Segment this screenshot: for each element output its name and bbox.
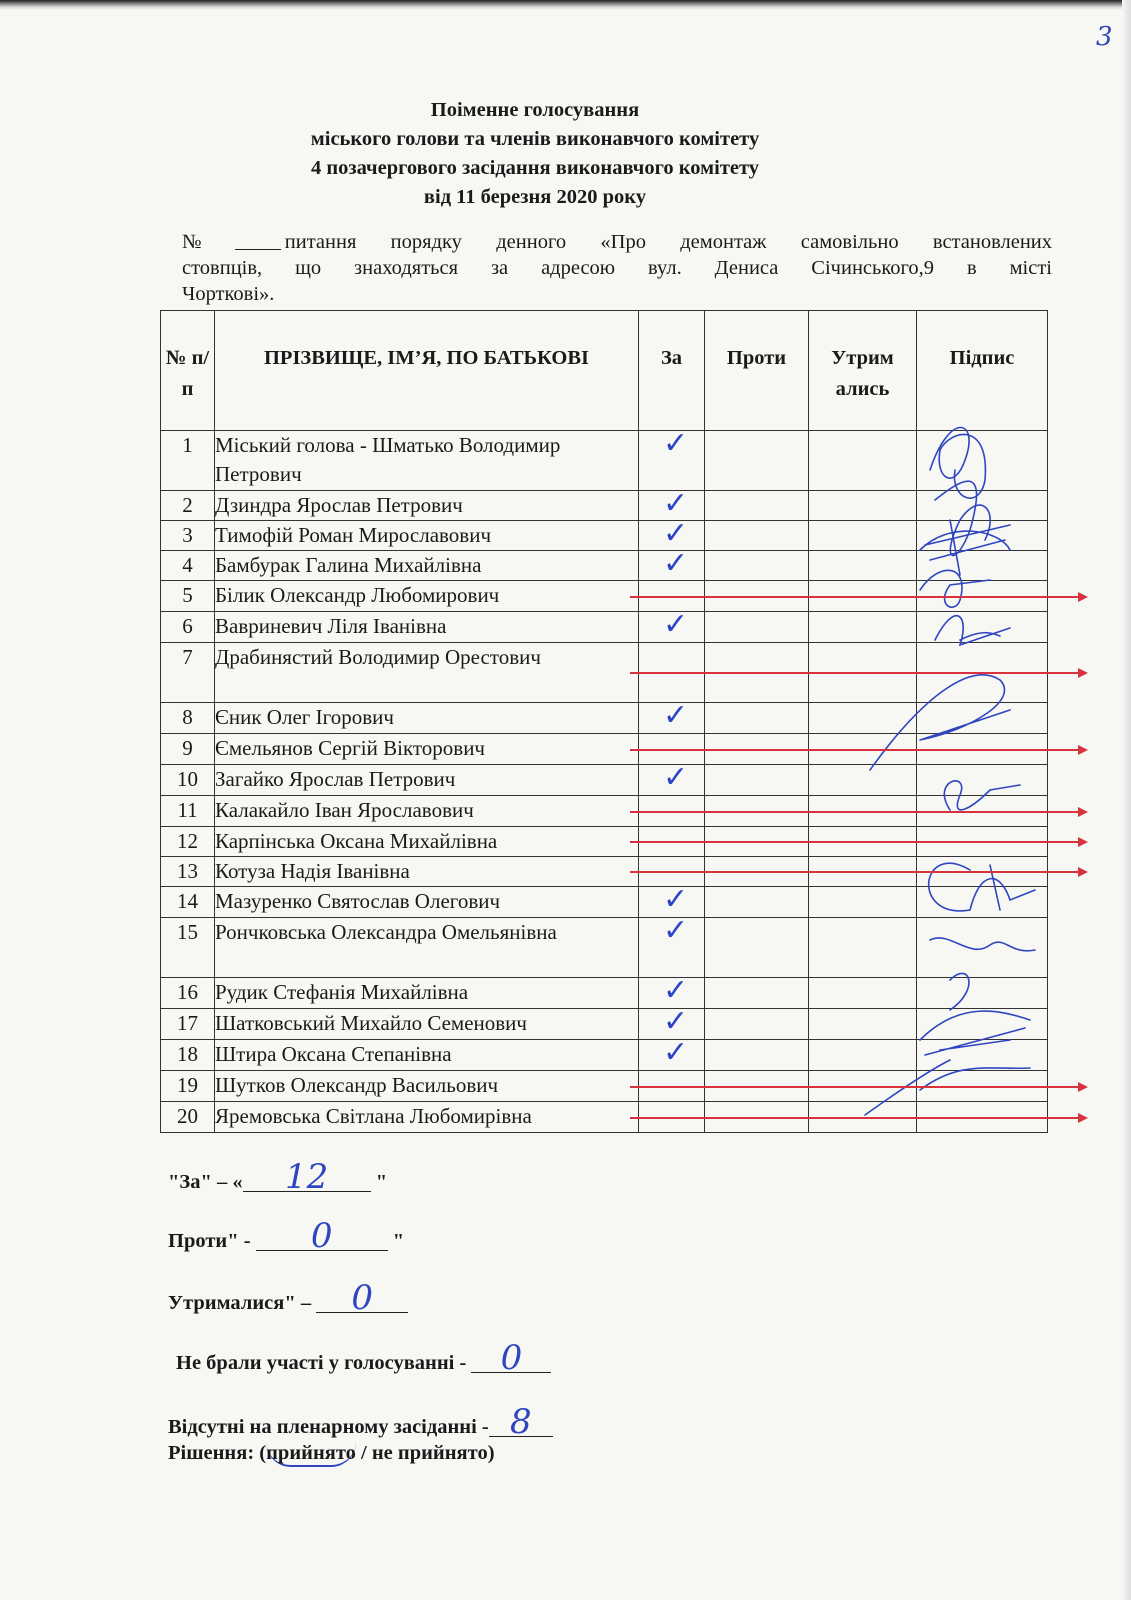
signature-7 xyxy=(870,675,1010,770)
strike-line xyxy=(630,749,1082,751)
row-vote-against xyxy=(705,491,809,521)
row-number: 3 xyxy=(161,521,215,551)
checkmark-icon: ✓ xyxy=(663,1004,689,1039)
row-number: 14 xyxy=(161,887,215,918)
row-number: 4 xyxy=(161,551,215,581)
heading-line-2: міського голови та членів виконавчого комітету xyxy=(310,128,760,150)
agenda-line-3: Чорткові». xyxy=(182,283,275,305)
row-vote-for xyxy=(639,607,705,643)
row-number: 6 xyxy=(161,612,215,643)
row-number: 10 xyxy=(161,765,215,796)
heading-line-3: 4 позачергового засідання виконавчого комітету xyxy=(310,157,760,179)
row-number: 5 xyxy=(161,581,215,612)
row-vote-for xyxy=(639,546,705,581)
decision-label: Рішення: ( xyxy=(168,1442,267,1464)
row-number: 7 xyxy=(161,643,215,703)
total-for-label: "За" – « xyxy=(168,1171,243,1193)
row-number: 15 xyxy=(161,918,215,978)
strike-line xyxy=(630,841,1082,843)
row-name: Білик Олександр Любомирович xyxy=(215,581,639,612)
row-vote-for xyxy=(639,426,705,491)
header-signature: Підпис xyxy=(917,311,1048,431)
total-absent-label: Відсутні на пленарному засіданні - xyxy=(168,1416,489,1438)
total-against-suffix: " xyxy=(387,1230,405,1252)
row-name: Котуза Надія Іванівна xyxy=(215,857,639,887)
total-for-suffix: " xyxy=(370,1171,388,1193)
row-name: Мазуренко Святослав Олегович xyxy=(215,887,639,918)
checkmark-icon: ✓ xyxy=(663,698,689,733)
decision-end: ) xyxy=(487,1442,495,1464)
strike-line xyxy=(630,811,1082,813)
total-for xyxy=(168,1157,388,1197)
header-num: № п/ п xyxy=(161,311,215,431)
total-against-value: 0 xyxy=(256,1222,388,1251)
strike-line xyxy=(630,1086,1082,1088)
signature-15 xyxy=(930,938,1035,951)
row-number: 13 xyxy=(161,857,215,887)
row-vote-against xyxy=(705,918,809,978)
row-name: Міський голова - Шматько Володимир Петрович xyxy=(215,431,639,491)
row-number: 1 xyxy=(161,431,215,491)
row-name: Калакайло Іван Ярославович xyxy=(215,796,639,827)
total-not-voted-value: 0 xyxy=(471,1344,551,1373)
row-name: Яремовська Світлана Любомирівна xyxy=(215,1102,639,1133)
decision xyxy=(168,1442,495,1467)
scan-top-edge xyxy=(0,0,1131,10)
row-number: 2 xyxy=(161,491,215,521)
row-name: Вавриневич Ліля Іванівна xyxy=(215,612,639,643)
row-number: 16 xyxy=(161,978,215,1009)
total-abstained-label: Утрималися" – xyxy=(168,1292,317,1314)
row-vote-against xyxy=(705,521,809,551)
checkmark-icon: ✓ xyxy=(663,546,689,581)
decision-sep: / xyxy=(355,1442,372,1464)
row-vote-against xyxy=(705,612,809,643)
row-name: Шатковський Михайло Семенович xyxy=(215,1009,639,1040)
document-heading xyxy=(160,96,910,212)
row-vote-for xyxy=(639,698,705,734)
strike-line xyxy=(630,596,1082,598)
strike-line xyxy=(630,672,1082,674)
scan-right-edge xyxy=(1122,0,1131,1600)
row-name: Штира Оксана Степанівна xyxy=(215,1040,639,1071)
total-against xyxy=(168,1216,405,1256)
agenda-item xyxy=(182,229,1052,307)
row-number: 9 xyxy=(161,734,215,765)
total-absent-value: 8 xyxy=(489,1408,553,1437)
row-vote-against xyxy=(705,978,809,1009)
heading-line-1: Поіменне голосування xyxy=(430,99,640,121)
checkmark-icon: ✓ xyxy=(663,973,689,1008)
row-name: Карпінська Оксана Михайлівна xyxy=(215,827,639,857)
signature-16-17 xyxy=(920,973,1030,1055)
checkmark-icon: ✓ xyxy=(663,426,689,461)
total-for-value: 12 xyxy=(243,1163,371,1192)
total-not-voted-label: Не брали участі у голосуванні - xyxy=(176,1352,472,1374)
row-number: 18 xyxy=(161,1040,215,1071)
checkmark-icon: ✓ xyxy=(663,486,689,521)
row-vote-against xyxy=(705,551,809,581)
agenda-line-1 xyxy=(182,229,1052,255)
checkmark-icon: ✓ xyxy=(663,913,689,948)
row-name: Загайко Ярослав Петрович xyxy=(215,765,639,796)
row-name: Ємельянов Сергій Вікторович xyxy=(215,734,639,765)
checkmark-icon: ✓ xyxy=(663,607,689,642)
row-name: Єник Олег Ігорович xyxy=(215,703,639,734)
row-vote-against xyxy=(705,431,809,491)
page-number: 3 xyxy=(1096,22,1113,52)
header-against: Проти xyxy=(705,311,809,431)
row-number: 12 xyxy=(161,827,215,857)
total-abstained xyxy=(168,1278,408,1318)
row-name: Рончковська Олександра Омельянівна xyxy=(215,918,639,978)
row-name: Тимофій Роман Мирославович xyxy=(215,521,639,551)
signature-4 xyxy=(920,570,990,607)
agenda-prefix: № xyxy=(182,231,231,253)
checkmark-icon: ✓ xyxy=(663,516,689,551)
checkmark-icon: ✓ xyxy=(663,882,689,917)
row-vote-against xyxy=(705,1009,809,1040)
row-vote-for xyxy=(639,913,705,978)
header-for: За xyxy=(639,311,705,431)
total-not-voted xyxy=(176,1338,551,1378)
row-number: 8 xyxy=(161,703,215,734)
decision-other: не прийнято xyxy=(371,1442,488,1464)
decision-chosen: прийнято xyxy=(266,1442,356,1467)
strike-line xyxy=(630,1117,1082,1119)
strike-line xyxy=(630,871,1082,873)
header-name: ПРІЗВИЩЕ, ІМ’Я, ПО БАТЬКОВІ xyxy=(215,311,639,431)
checkmark-icon: ✓ xyxy=(663,760,689,795)
row-name: Дзиндра Ярослав Петрович xyxy=(215,491,639,521)
total-abstained-value: 0 xyxy=(316,1284,408,1313)
checkmark-icon: ✓ xyxy=(663,1035,689,1070)
signature-10 xyxy=(944,781,1020,810)
total-against-label: Проти" - xyxy=(168,1230,256,1252)
signature-2 xyxy=(935,481,990,555)
row-name: Шутков Олександр Васильович xyxy=(215,1071,639,1102)
item-number-blank xyxy=(235,229,281,250)
signature-3 xyxy=(920,520,1010,575)
header-abstained: Утрим ались xyxy=(809,311,917,431)
row-vote-against xyxy=(705,1040,809,1071)
row-number: 20 xyxy=(161,1102,215,1133)
total-absent xyxy=(168,1402,553,1442)
row-vote-against xyxy=(705,703,809,734)
signatures-scribble xyxy=(860,400,1060,1120)
row-name: Драбинястий Володимир Орестович xyxy=(215,643,639,703)
row-number: 17 xyxy=(161,1009,215,1040)
heading-line-4: від 11 березня 2020 року xyxy=(423,186,647,208)
row-number: 19 xyxy=(161,1071,215,1102)
signature-5 xyxy=(935,616,1010,645)
row-vote-against xyxy=(705,887,809,918)
agenda-text-1: питання порядку денного «Про демонтаж самовільно встановлених xyxy=(284,231,1053,253)
row-vote-for xyxy=(639,1035,705,1071)
row-vote-for xyxy=(639,760,705,796)
signature-1 xyxy=(930,428,985,499)
row-number: 11 xyxy=(161,796,215,827)
row-name: Бамбурак Галина Михайлівна xyxy=(215,551,639,581)
row-vote-against xyxy=(705,765,809,796)
row-name: Рудик Стефанія Михайлівна xyxy=(215,978,639,1009)
agenda-line-2: стовпців, що знаходяться за адресою вул. Дениса Січинського,9 в місті xyxy=(182,257,1052,279)
